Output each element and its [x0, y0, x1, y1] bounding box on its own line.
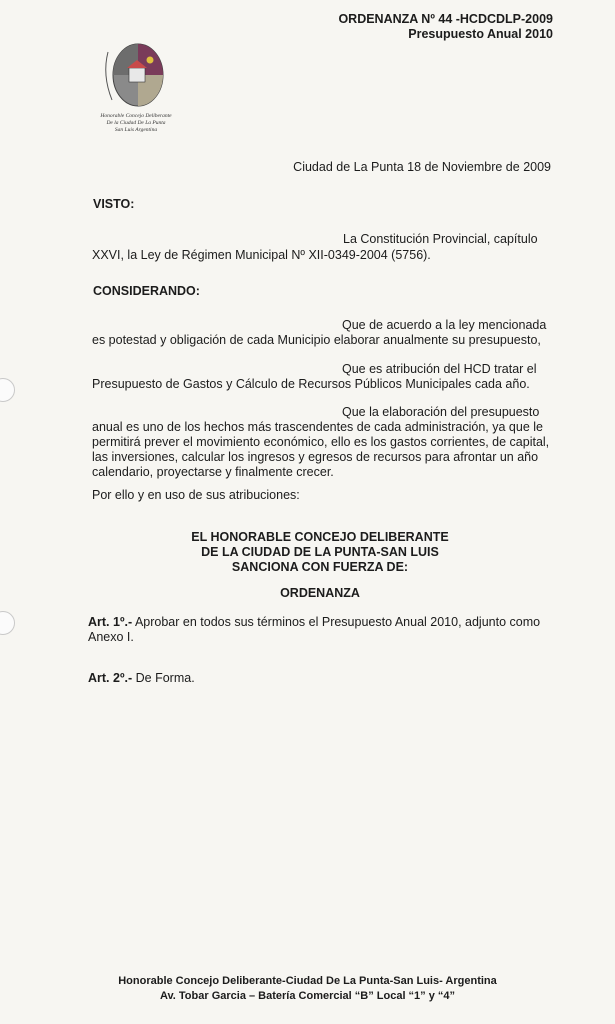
punch-hole-bottom	[0, 611, 15, 635]
considerando-p3-line4: las inversiones, calcular los ingresos y egresos de recursos para afrontar un año	[92, 450, 539, 464]
seal-caption-line3: San Luis Argentina	[114, 127, 158, 133]
por-ello-text: Por ello y en uso de sus atribuciones:	[92, 488, 300, 502]
considerando-p1-line2: es potestad y obligación de cada Municipio elaborar anualmente su presupuesto,	[92, 333, 541, 347]
article-2	[88, 671, 195, 686]
seal-caption-line2: De la Ciudad De La Punta	[106, 120, 166, 126]
article-1	[88, 615, 558, 630]
article-2-line1: De Forma.	[135, 671, 195, 685]
article-1-line2: Anexo I.	[88, 630, 134, 644]
considerando-p3-line1: Que la elaboración del presupuesto	[342, 405, 540, 419]
considerando-heading: CONSIDERANDO:	[93, 284, 200, 298]
council-seal-icon	[98, 38, 172, 112]
ordinance-subject: Presupuesto Anual 2010	[408, 27, 553, 41]
ordenanza-title: ORDENANZA	[280, 586, 360, 600]
article-1-label: Art. 1º.-	[88, 615, 133, 629]
visto-line2: XXVI, la Ley de Régimen Municipal Nº XII-0349-2004 (5756).	[92, 248, 431, 262]
punch-hole-top	[0, 378, 15, 402]
place-date: Ciudad de La Punta 18 de Noviembre de 2009	[293, 160, 551, 174]
considerando-p3-line3: permitirá prever el movimiento económico, ello es los gastos corrientes, de capital,	[92, 435, 550, 449]
seal-caption-line1: Honorable Concejo Deliberante	[100, 113, 172, 119]
considerando-p3-line5: calendario, proyectarse y finalmente crecer.	[92, 465, 334, 479]
sanciona-line3: SANCIONA CON FUERZA DE:	[231, 560, 409, 574]
considerando-p1-line1: Que de acuerdo a la ley mencionada	[342, 318, 547, 332]
footer-line1: Honorable Concejo Deliberante-Ciudad De La Punta-San Luis- Argentina	[118, 975, 497, 987]
considerando-p2-line1: Que es atribución del HCD tratar el	[342, 362, 537, 376]
footer-line2: Av. Tobar Garcia – Batería Comercial “B” Local “1” y “4”	[159, 990, 456, 1002]
article-2-label: Art. 2º.-	[88, 671, 133, 685]
ordinance-number: ORDENANZA Nº 44 -HCDCDLP-2009	[338, 12, 553, 26]
visto-line1: La Constitución Provincial, capítulo	[343, 232, 538, 246]
visto-heading: VISTO:	[93, 197, 135, 211]
sanciona-line2: DE LA CIUDAD DE LA PUNTA-SAN LUIS	[201, 545, 439, 559]
considerando-p2-line2: Presupuesto de Gastos y Cálculo de Recursos Públicos Municipales cada año.	[92, 377, 530, 391]
article-1-line1: Aprobar en todos sus términos el Presupuesto Anual 2010, adjunto como	[134, 615, 541, 629]
sanciona-line1: EL HONORABLE CONCEJO DELIBERANTE	[191, 530, 449, 544]
considerando-p3-line2: anual es uno de los hechos más trascendentes de cada administración, ya que le	[92, 420, 543, 434]
